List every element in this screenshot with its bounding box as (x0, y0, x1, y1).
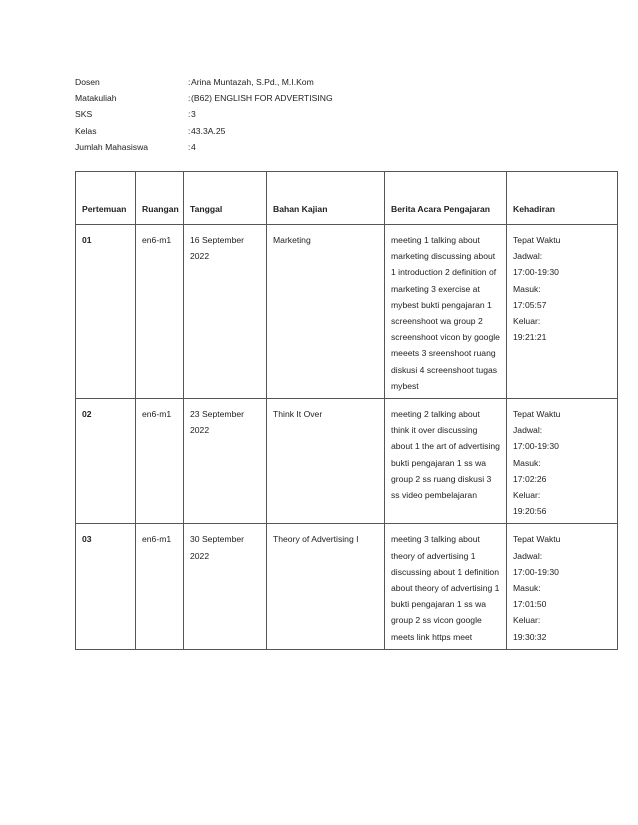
jadwal-value: 17:00-19:30 (513, 566, 559, 577)
masuk-label: Masuk: (513, 283, 541, 294)
masuk-value: 17:02:26 (513, 473, 547, 484)
keluar-value: 19:21:21 (513, 332, 547, 343)
cell-tanggal: 23 September 2022 (184, 399, 267, 524)
cell-ruangan: en6-m1 (136, 524, 184, 649)
info-row-dosen: Dosen :Arina Muntazah, S.Pd., M.I.Kom (75, 74, 333, 90)
info-value: 4 (191, 141, 196, 152)
jadwal-label: Jadwal: (513, 550, 543, 561)
keluar-value: 19:30:32 (513, 631, 547, 642)
jadwal-value: 17:00-19:30 (513, 441, 559, 452)
col-header-pertemuan: Pertemuan (76, 172, 136, 225)
masuk-label: Masuk: (513, 457, 541, 468)
masuk-value: 17:01:50 (513, 599, 547, 610)
info-row-jumlah-mahasiswa: Jumlah Mahasiswa :4 (75, 139, 333, 155)
course-info (75, 74, 333, 155)
info-label: Jumlah Mahasiswa (75, 141, 149, 152)
info-row-matakuliah: Matakuliah :(B62) ENGLISH FOR ADVERTISING (75, 90, 333, 106)
cell-tanggal: 30 September 2022 (184, 524, 267, 649)
keluar-value: 19:20:56 (513, 506, 547, 517)
info-row-kelas: Kelas :43.3A.25 (75, 123, 333, 139)
status-text: Tepat Waktu (513, 534, 561, 545)
masuk-label: Masuk: (513, 583, 541, 594)
cell-pertemuan: 01 (76, 225, 136, 399)
table-row (76, 225, 618, 399)
masuk-value: 17:05:57 (513, 299, 547, 310)
keluar-label: Keluar: (513, 490, 541, 501)
info-label: SKS (75, 109, 93, 120)
jadwal-label: Jadwal: (513, 251, 543, 262)
cell-pertemuan: 03 (76, 524, 136, 649)
table-row (76, 524, 618, 649)
info-value: 43.3A.25 (191, 125, 226, 136)
cell-kehadiran (507, 399, 618, 524)
info-label: Dosen (75, 77, 100, 87)
col-header-kehadiran: Kehadiran (507, 172, 618, 225)
keluar-label: Keluar: (513, 316, 541, 327)
info-value: Arina Muntazah, S.Pd., M.I.Kom (191, 77, 314, 87)
table-row (76, 399, 618, 524)
info-value: 3 (191, 109, 196, 120)
info-value: (B62) ENGLISH FOR ADVERTISING (191, 93, 333, 104)
info-label: Matakuliah (75, 93, 117, 104)
cell-bahan-kajian: Think It Over (267, 399, 385, 524)
cell-pertemuan: 02 (76, 399, 136, 524)
col-header-tanggal: Tanggal (184, 172, 267, 225)
table-header-row (76, 172, 618, 225)
cell-bahan-kajian: Marketing (267, 225, 385, 399)
keluar-label: Keluar: (513, 615, 541, 626)
jadwal-value: 17:00-19:30 (513, 267, 559, 278)
cell-kehadiran (507, 225, 618, 399)
col-header-bahan-kajian: Bahan Kajian (267, 172, 385, 225)
col-header-berita-acara: Berita Acara Pengajaran (385, 172, 507, 225)
info-label: Kelas (75, 125, 97, 136)
jadwal-label: Jadwal: (513, 425, 543, 436)
status-text: Tepat Waktu (513, 409, 561, 420)
cell-tanggal: 16 September 2022 (184, 225, 267, 399)
cell-bahan-kajian: Theory of Advertising I (267, 524, 385, 649)
cell-ruangan: en6-m1 (136, 225, 184, 399)
cell-berita-acara: meeting 2 talking about think it over discussing about 1 the art of advertising bukti pengajaran 1 ss wa group 2 ss ruang diskusi 3 ss video pembelajaran (385, 399, 507, 524)
attendance-table (75, 171, 618, 650)
cell-berita-acara: meeting 1 talking about marketing discussing about 1 introduction 2 definition of marketing 3 exercise at mybest bukti pengajaran 1 screenshoot wa group 2 screenshoot vicon by google meeets 3 sreenshoot ruang diskusi 4 screenshoot tugas mybest (385, 225, 507, 399)
col-header-ruangan: Ruangan (136, 172, 184, 225)
cell-ruangan: en6-m1 (136, 399, 184, 524)
cell-berita-acara: meeting 3 talking about theory of advertising 1 discussing about 1 definition about theory of advertising 1 bukti pengajaran 1 ss wa group 2 ss vicon google meets link https meet (385, 524, 507, 649)
cell-kehadiran (507, 524, 618, 649)
status-text: Tepat Waktu (513, 235, 561, 245)
info-row-sks: SKS :3 (75, 106, 333, 122)
